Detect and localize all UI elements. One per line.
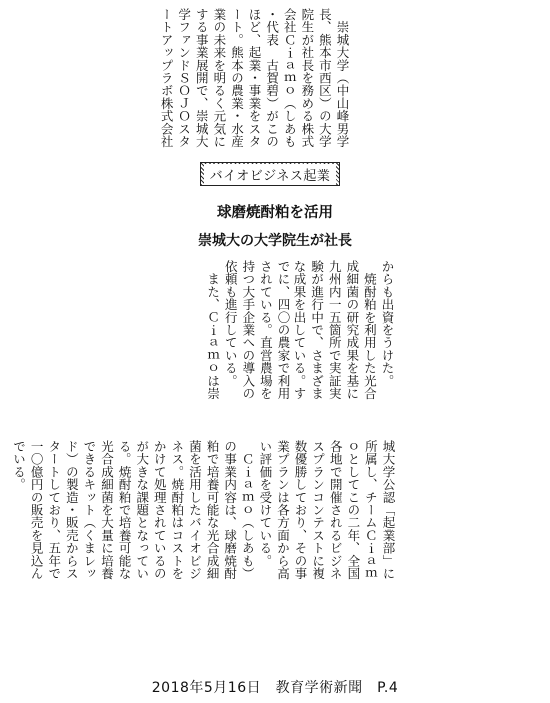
- section-label: バイオビジネス起業: [204, 164, 337, 185]
- section-banner: [200, 162, 340, 186]
- article-column-bottom: [11, 440, 397, 600]
- text-line: からも出資をうけた。: [380, 260, 395, 387]
- text-line: 菌を活用したバイオビジ: [187, 440, 203, 580]
- text-line: ネス。焼酎粕はコストを: [169, 440, 185, 580]
- text-line: 業プランは各方面から高: [275, 440, 291, 580]
- text-line: できるキット（くまレッ: [81, 440, 97, 580]
- text-line: 崇城大学（中山峰男学: [335, 8, 350, 148]
- text-line: る。焼酎粕で培養可能な: [117, 440, 133, 580]
- text-line: 数優勝しており、その事: [293, 440, 309, 580]
- text-line: する事業展開で、崇城大: [194, 8, 210, 148]
- text-line: 粕で培養可能な光合成細: [205, 440, 221, 580]
- text-line: ほど、起業・事業をスタ: [247, 8, 263, 148]
- text-line: ートアップラボ株式会社: [159, 8, 175, 148]
- text-line: 一〇億円の販売を見込ん: [29, 440, 45, 580]
- text-line: 城大学公認「起業部」に: [381, 440, 396, 580]
- article-column-lower-left: [168, 260, 292, 438]
- text-line: 依頼も進行している。: [223, 260, 239, 387]
- source-footer: [0, 677, 550, 697]
- text-line: が大きな課題となってい: [134, 440, 150, 580]
- text-line: 所属し、チームＣｉａｍ: [363, 440, 379, 580]
- text-line: 長、熊本市西区）の大学: [317, 8, 333, 148]
- text-line: でに、四〇の農家で利用: [276, 260, 291, 400]
- headline: 球磨焼酎粕を活用: [217, 204, 333, 221]
- text-line: な成果を出している。す: [292, 260, 308, 400]
- text-line: 業の未来を明るく元気に: [211, 8, 227, 148]
- text-line: ・代表 古賀碧）がこの: [264, 8, 280, 148]
- text-line: 各地で開催されるビジネ: [328, 440, 344, 580]
- text-line: 験が進行中で、さまざま: [309, 260, 325, 400]
- footer-publication: 教育学術新聞: [275, 680, 363, 696]
- text-line: 光合成細菌を大量に培養: [99, 440, 115, 580]
- article-column-top: [157, 8, 351, 158]
- text-line: い評価を受けている。: [257, 440, 273, 567]
- text-line: ｏとしてこの二年、全国: [345, 440, 361, 580]
- text-line: 学ファンドＳＯＪＯスタ: [176, 8, 192, 148]
- text-line: スプランコンテストに複: [310, 440, 326, 580]
- footer-page: P.4: [377, 680, 399, 696]
- text-line: ート。熊本の農業・水産: [229, 8, 245, 148]
- text-line: されている。直営農場を: [258, 260, 274, 400]
- text-line: タートしており、五年で: [46, 440, 62, 580]
- text-line: かけて処理されているの: [152, 440, 168, 580]
- text-line: 院生が社長を務める株式: [299, 8, 315, 148]
- text-line: 持つ大手企業への導入の: [240, 260, 256, 400]
- text-line: また、Ｃｉａｍｏは崇: [205, 260, 221, 400]
- text-line: の事業内容は、球磨焼酎: [222, 440, 238, 580]
- text-line: ド）の製造・販売からス: [64, 440, 80, 580]
- text-line: 九州内一五箇所で実証実: [327, 260, 343, 400]
- footer-date: 2018年5月16日: [151, 680, 262, 696]
- text-line: 焼酎粕を利用した光合: [362, 260, 378, 400]
- subheadline: 崇城大の大学院生が社長: [198, 233, 352, 249]
- text-line: Ｃｉａｍｏ（しあも）: [240, 440, 256, 580]
- text-line: でいる。: [11, 440, 27, 491]
- text-line: 成細菌の研究成果を基に: [344, 260, 360, 400]
- article-column-lower-right: [292, 260, 396, 438]
- text-line: 会社Ｃｉａｍｏ（しあも: [282, 8, 298, 148]
